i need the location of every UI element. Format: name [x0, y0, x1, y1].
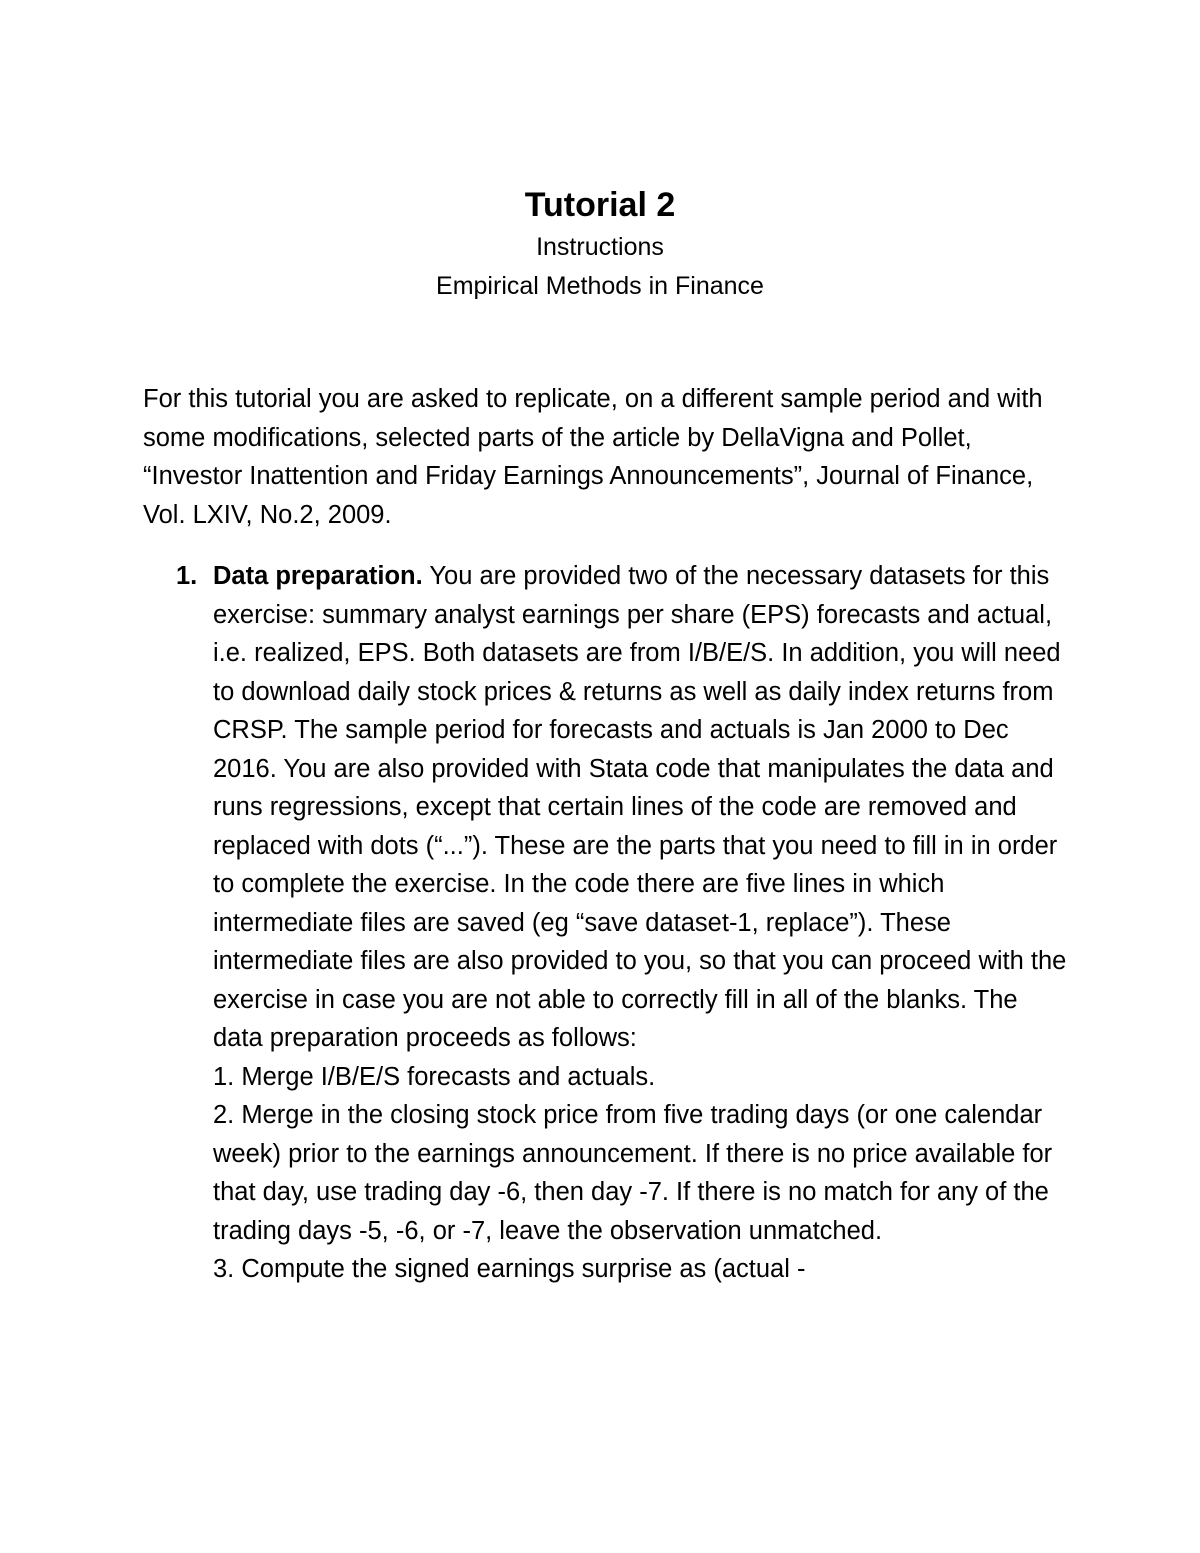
document-subtitle-instructions: Instructions — [536, 233, 664, 261]
document-title: Tutorial 2 — [524, 186, 676, 224]
list-item-number: 1. — [176, 562, 198, 590]
document-subtitle-course: Empirical Methods in Finance — [436, 272, 764, 300]
list-item-data-preparation — [213, 557, 1073, 1289]
data-preparation-paragraph — [213, 557, 1073, 1058]
step-merge-closing-price: 2. Merge in the closing stock price from five trading days (or one calendar week) prior to the earnings announcement. If there is no price available for that day, use trading day -6, then day -7. If there is no match for any of the trading days -5, -6, or -7, leave the observation unmatched. — [213, 1101, 1053, 1245]
intro-paragraph: For this tutorial you are asked to replicate, on a different sample period and with some modifications, selected parts of the article by DellaVigna and Pollet, “Investor Inattention and Friday Earnings Announcements”, Journal of Finance, Vol. LXIV, No.2, 2009. — [143, 385, 1043, 529]
data-preparation-heading: Data preparation. — [213, 562, 423, 590]
data-preparation-text: You are provided two of the necessary datasets for this exercise: summary analyst earnings per share (EPS) forecasts and actual, i.e. realized, EPS. Both datasets are from I/B/E/S. In addition, you will need to download daily stock prices & returns as well as daily index returns from CRSP. The sample period for forecasts and actuals is Jan 2000 to Dec 2016. You are also provided with Stata code that manipulates the data and runs regressions, except that certain lines of the code are removed and replaced with dots (“...”). These are the parts that you need to fill in in order to complete the exercise. In the code there are five lines in which intermediate files are saved (eg “save dataset-1, replace”). These intermediate files are also provided to you, so that you can proceed with the exercise in case you are not able to correctly fill in all of the blanks. The data preparation proceeds as follows: — [213, 562, 1067, 1052]
step-merge-forecasts: 1. Merge I/B/E/S forecasts and actuals. — [213, 1062, 656, 1091]
step-compute-surprise: 3. Compute the signed earnings surprise as (actual - — [213, 1255, 806, 1283]
